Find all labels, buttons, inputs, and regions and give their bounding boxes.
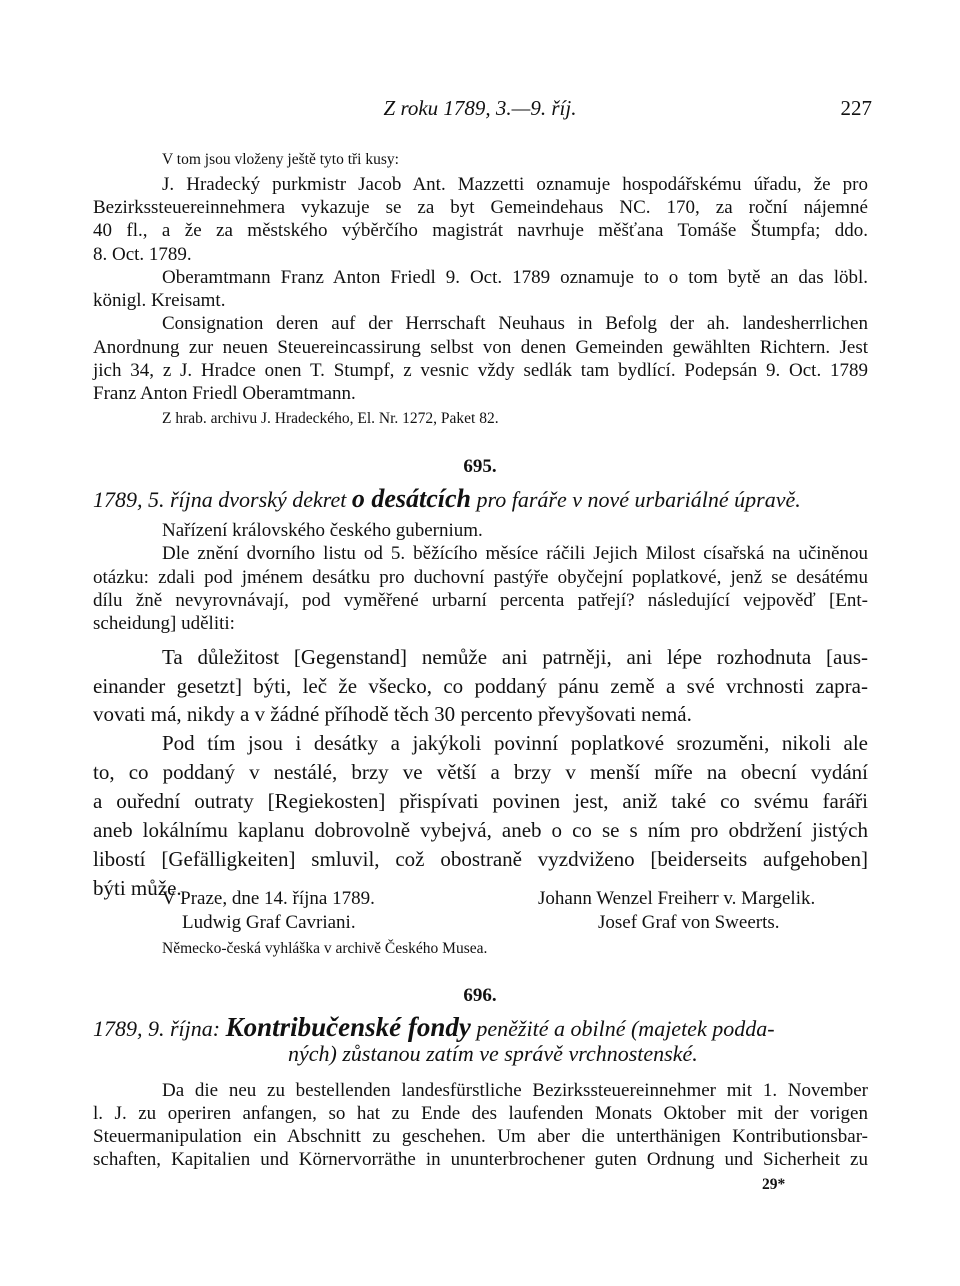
text-line: libostí [Gefälligkeiten] smluvil, což obostraně vyzdviženo [beiderseits aufgehoben] <box>93 847 868 871</box>
text-line: Ta důležitost [Gegenstand] nemůže ani patrněji, ani lépe rozhodnuta [aus- <box>162 645 868 669</box>
heading-rest: peněžité a obilné (majetek podda- <box>476 1016 775 1041</box>
source-note: Z hrab. archivu J. Hradeckého, El. Nr. 1272, Paket 82. <box>162 410 499 427</box>
signature: Johann Wenzel Freiherr v. Margelik. <box>538 888 816 909</box>
text-line: Franz Anton Friedl Oberamtmann. <box>93 383 356 404</box>
page-number: 227 <box>840 96 872 120</box>
text-line: Anordnung zur neuen Steuereincassirung selbst von denen Gemeinden gewählten Richtern. Jest <box>93 337 868 358</box>
text-line: Oberamtmann Franz Anton Friedl 9. Oct. 1789 oznamuje to o tom bytě an das löbl. <box>162 267 868 288</box>
document-heading <box>93 1012 775 1043</box>
text-line: Dle znění dvorního listu od 5. běžícího měsíce ráčili Jejich Milost císařská na učiněnou <box>162 543 868 564</box>
source-note: Německo-česká vyhláška v archivě Českého Musea. <box>162 940 488 957</box>
signature-mark: 29* <box>762 1176 786 1193</box>
text-line: königl. Kreisamt. <box>93 290 226 311</box>
text-line: schaften, Kapitalien und Körnervorräthe in ununterbrochener guten Ordnung und Sicherheit zu <box>93 1149 868 1170</box>
text-line: 8. Oct. 1789. <box>93 244 192 265</box>
text-line: 40 fl., a že za městského výběrčího magistrát navrhuje měšťana Tomáše Štumpfa; ddo. <box>93 220 868 241</box>
text-line: vovati má, nikdy a v žádné příhodě těch 30 percento převyšovati nemá. <box>93 702 692 726</box>
document-heading <box>93 484 801 514</box>
signature: Josef Graf von Sweerts. <box>598 912 780 933</box>
text-line: Steuermanipulation ein Abschnitt zu geschehen. Um aber die unterthänigen Kontributionsbar- <box>93 1126 868 1147</box>
document-number: 696. <box>463 985 497 1006</box>
text-line: Bezirkssteuereinnehmera vykazuje se za byt Gemeindehaus NC. 170, za roční nájemné <box>93 197 868 218</box>
text-line: J. Hradecký purkmistr Jacob Ant. Mazzetti oznamuje hospodářskému úřadu, že pro <box>162 174 868 195</box>
text-line: l. J. zu operiren anfangen, so hat zu Ende des laufenden Monats Oktober mit der vorigen <box>93 1103 868 1124</box>
signature: Ludwig Graf Cavriani. <box>182 912 356 933</box>
text-line: otázku: zdali pod jménem desátku pro duchovní pastýře obyčejní poplatkové, jenž se desátému <box>93 567 868 588</box>
text-line: Da die neu zu bestellenden landesfürstliche Bezirkssteuereinnehmer mit 1. November <box>162 1080 868 1101</box>
heading-date: 1789, 9. října: <box>93 1016 221 1041</box>
heading-keyword: Kontribučenské fondy <box>225 1012 471 1042</box>
heading-rest: pro faráře v nové urbariálné úpravě. <box>476 487 801 512</box>
text-line: Consignation deren auf der Herrschaft Neuhaus in Befolg der ah. landesherrlichen <box>162 313 868 334</box>
place-date: V Praze, dne 14. října 1789. <box>162 888 375 909</box>
text-line: Pod tím jsou i desátky a jakýkoli povinní poplatkové srozuměni, nikoli ale <box>162 731 868 755</box>
text-line: to, co poddaný v nestálé, brzy ve větší a brzy v menší míře na obecní vydání <box>93 760 868 784</box>
heading-date: 1789, 5. října dvorský dekret <box>93 487 347 512</box>
text-line: scheidung] uděliti: <box>93 613 235 634</box>
text-line: dílu žně nevyrovnávají, pod vyměřené urbarní percenta patřejí? následující vejpověď [Ent- <box>93 590 868 611</box>
document-number: 695. <box>463 456 497 477</box>
text-line: jich 34, z J. Hradce onen T. Stumpf, z vesnic vždy sedlák tam bydlící. Podepsán 9. Oct. 1789 <box>93 360 868 381</box>
document-heading-line2: ných) zůstanou zatím ve správě vrchnostenské. <box>288 1041 698 1066</box>
text-line: a ouřední outraty [Regiekosten] přispívati povinen jest, aniž také co svému faráři <box>93 789 868 813</box>
running-title: Z roku 1789, 3.—9. říj. <box>383 96 577 120</box>
section-intro: V tom jsou vloženy ještě tyto tři kusy: <box>162 151 399 168</box>
heading-keyword: o desátcích <box>351 484 472 513</box>
text-line: aneb lokálnímu kaplanu dobrovolně vybejvá, aneb o co se s ním pro obdržení jistých <box>93 818 868 842</box>
text-line: Nařízení královského českého gubernium. <box>162 520 483 541</box>
text-line: býti může. <box>93 876 182 900</box>
text-line: einander gesetzt] býti, leč že všecko, co poddaný pánu země a své vrchnosti zapra- <box>93 674 868 698</box>
